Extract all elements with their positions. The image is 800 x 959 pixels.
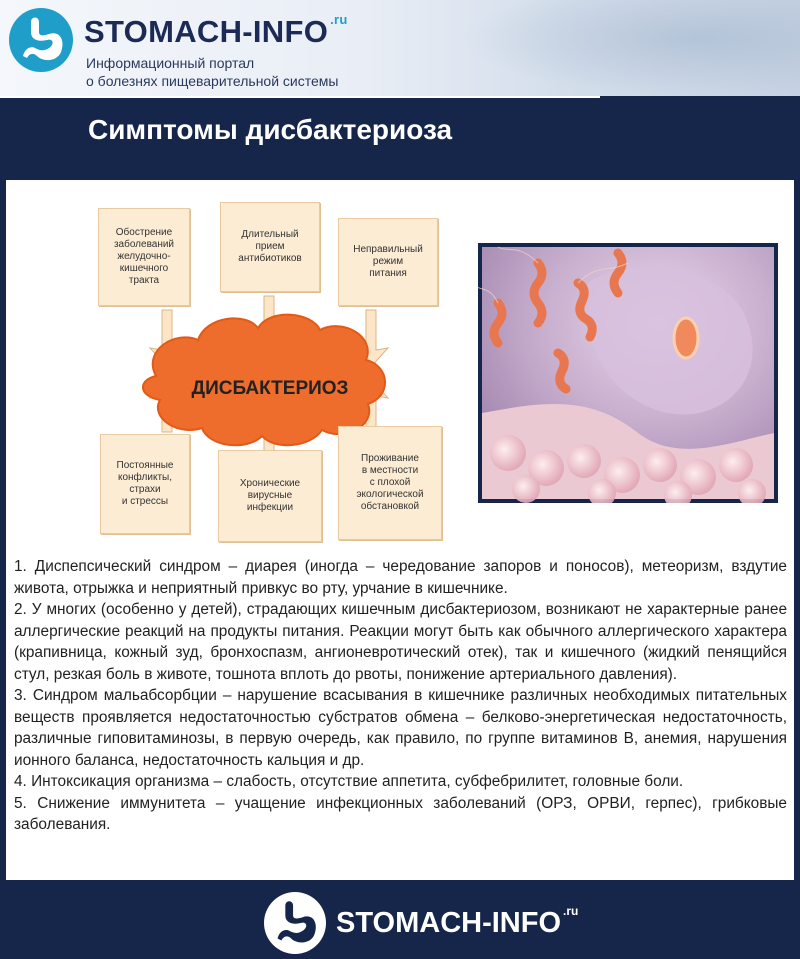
symptom-paragraph-4: 4. Интоксикация организма – слабость, отсутствие аппетита, субфебрилитет, головные боли. bbox=[14, 773, 684, 790]
cause-box-ecology: Проживание в местности с плохой экологической обстановкой bbox=[338, 426, 442, 540]
cause-box-stress: Постоянные конфликты, страхи и стрессы bbox=[100, 434, 190, 534]
cause-box-antibiotics: Длительный прием антибиотиков bbox=[220, 202, 320, 292]
footer-logo-tld: .ru bbox=[563, 904, 579, 918]
bacteria-illustration bbox=[478, 243, 778, 503]
cause-box-diet: Неправильный режим питания bbox=[338, 218, 438, 306]
header-background-decoration bbox=[460, 0, 800, 96]
cause-box-gi-diseases: Обострение заболеваний желудочно- кишечного тракта bbox=[98, 208, 190, 306]
stomach-glyph-icon bbox=[9, 8, 73, 72]
title-band bbox=[0, 96, 600, 166]
symptom-paragraph-2: 2. У многих (особенно у детей), страдающих кишечным дисбактериозом, возникают не характерные ранее аллергические реакций на продукты питания. Реакции могут быть как обычного аллергического характера (крапивница, кожный зуд, бронхоспазм, ангионевротический отек), так и кишечного (жидкий пенящийся стул, резкая боль в животе, тошнота вплоть до рвоты, понижение артериального давления). bbox=[14, 601, 787, 683]
cloud-label: ДИСБАКТЕРИОЗ bbox=[191, 378, 349, 399]
symptoms-text bbox=[14, 556, 787, 836]
causes-diagram bbox=[94, 200, 446, 545]
header-subtitle-line2: о болезнях пищеварительной системы bbox=[86, 73, 339, 89]
footer-stomach-glyph-icon bbox=[264, 892, 326, 954]
site-header bbox=[0, 0, 800, 96]
footer-logo-title[interactable]: STOMACH-INFO $^{.ru}$ bbox=[336, 904, 579, 939]
symptom-paragraph-5: 5. Снижение иммунитета – учащение инфекционных заболеваний (ОРЗ, ОРВИ, герпес), грибковые заболевания. bbox=[14, 794, 787, 833]
logo-title[interactable]: STOMACH-INFO $^{.ru}$ bbox=[84, 12, 348, 49]
page-title: Симптомы дисбактериоза bbox=[88, 114, 453, 145]
content-panel bbox=[6, 180, 794, 880]
symptom-paragraph-3: 3. Синдром мальабсорбции – нарушение всасывания в кишечнике различных необходимых питательных веществ проявляется недостаточностью субстратов обмена – белково-энергетическая недостаточность, различные гиповитаминозы, в первую очередь, как правило, по группе витаминов В, анемия, нарушения ионного баланса, недостаточность кальция и др. bbox=[14, 687, 787, 769]
symptom-paragraph-1: 1. Диспепсический синдром – диарея (иногда – чередование запоров и поносов), метеоризм, вздутие живота, отрыжка и неприятный привкус во рту, урчание в кишечнике. bbox=[14, 558, 787, 597]
logo-tld: .ru bbox=[330, 12, 348, 27]
footer-stomach-logo-icon[interactable] bbox=[264, 892, 326, 954]
header-subtitle-line1: Информационный портал bbox=[86, 55, 255, 71]
intestine-bacteria-image bbox=[478, 243, 778, 503]
stomach-logo-icon[interactable] bbox=[9, 8, 73, 72]
cause-box-viral-infections: Хронические вирусные инфекции bbox=[218, 450, 322, 542]
